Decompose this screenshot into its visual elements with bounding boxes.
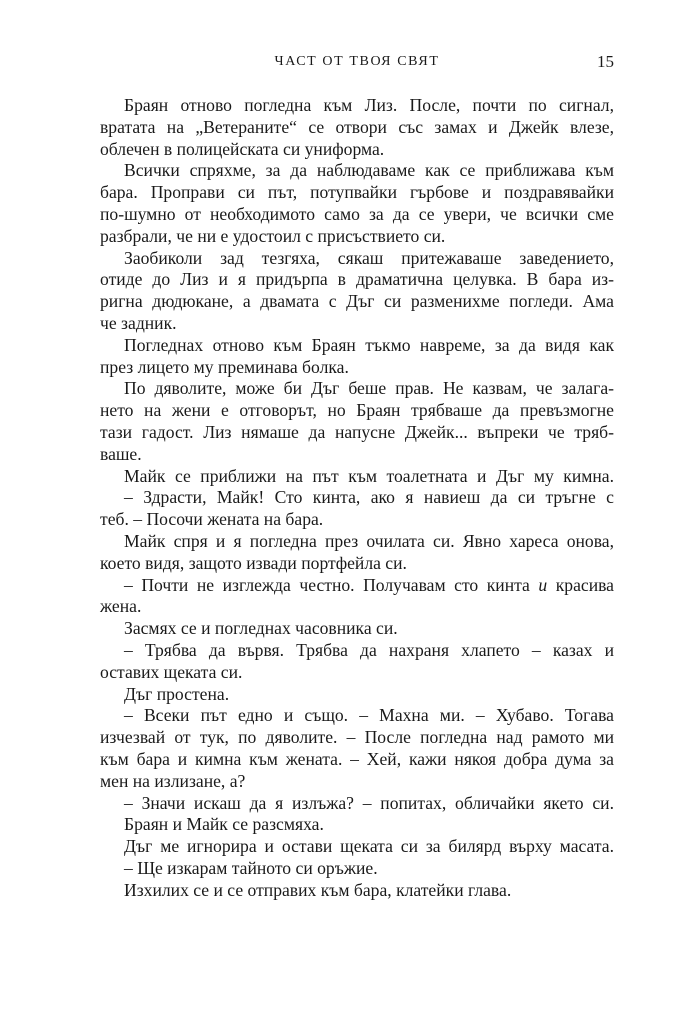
text-line: нето на жени е отговорът, но Браян трябваше да превъзмогне	[100, 400, 614, 421]
text-line: – Здрасти, Майк! Сто кинта, ако я навиеш да си тръгне с	[124, 487, 614, 508]
text-line: Погледнах отново към Браян тъкмо навреме, за да видя как	[124, 334, 614, 355]
page-number: 15	[597, 52, 614, 71]
text-line: – Значи искаш да я излъжа? – попитах, обличайки якето си.	[124, 792, 614, 813]
text-line: облечен в полицейската си униформа.	[100, 138, 385, 159]
text-line: оставих щеката си.	[100, 661, 243, 682]
text-line: – Всеки път едно и също. – Махна ми. – Хубаво. Тогава	[124, 705, 614, 726]
text-line: Браян отново погледна към Лиз. После, почти по сигнал,	[124, 95, 614, 115]
page-header	[100, 54, 614, 78]
italic-word: и	[538, 574, 548, 595]
text-line: мен на излизане, а?	[100, 770, 246, 791]
text-line: вратата на „Ветераните“ се отвори със замах и Джейк влезе,	[100, 116, 614, 137]
text-fragment: – Почти не изглежда честно. Получавам сто кинта	[124, 574, 530, 595]
text-line: изчезвай от тук, по дяволите. – После погледна над рамото ми	[100, 727, 614, 748]
text-line: – Трябва да вървя. Трябва да нахраня хлапето – казах и	[124, 639, 614, 660]
text-line: теб. – Посочи жената на бара.	[100, 509, 324, 530]
body-text	[100, 95, 614, 901]
text-line: че задник.	[100, 312, 177, 333]
text-line: през лицето му преминава болка.	[100, 356, 349, 377]
text-line: Майк се приближи на път към тоалетната и Дъг му кимна.	[124, 465, 614, 486]
text-line: отиде до Лиз и я придърпа в драматична целувка. В бара из-	[100, 269, 614, 290]
text-line	[100, 575, 614, 597]
running-title: ЧАСТ ОТ ТВОЯ СВЯТ	[274, 54, 440, 69]
text-line: – Ще изкарам тайното си оръжие.	[124, 857, 378, 878]
text-fragment: красива	[555, 574, 614, 595]
text-line: По дяволите, може би Дъг беше прав. Не казвам, че залага-	[124, 378, 614, 399]
text-line: Дъг простена.	[124, 683, 230, 704]
text-line: Засмях се и погледнах часовника си.	[124, 618, 398, 639]
text-line: ваше.	[100, 443, 142, 464]
text-line: Заобиколи зад тезгяха, сякаш притежаваше заведението,	[124, 247, 614, 268]
text-line: бара. Проправи си път, потупвайки гърбове и поздравявайки	[100, 182, 614, 203]
text-line: разбрали, че ни е удостоил с присъствието си.	[100, 225, 446, 246]
text-line: Майк спря и я погледна през очилата си. Явно хареса онова,	[124, 530, 614, 551]
text-line: жена.	[100, 596, 142, 617]
text-line: по-шумно от необходимото само за да се увери, че всички сме	[100, 203, 614, 224]
text-line: Изхилих се и се отправих към бара, клатейки глава.	[124, 879, 512, 900]
text-line: Дъг ме игнорира и остави щеката си за билярд върху масата.	[124, 836, 614, 857]
text-line: Всички спряхме, за да наблюдаваме как се приближава към	[124, 160, 614, 181]
text-line: тази гадост. Лиз нямаше да напусне Джейк... въпреки че тряб-	[100, 421, 614, 442]
text-line: към бара и кимна към жената. – Хей, кажи някоя добра дума за	[100, 748, 614, 769]
text-line: ригна дюдюкане, а двамата с Дъг си разменихме погледи. Ама	[100, 291, 614, 312]
text-line: Браян и Майк се разсмяха.	[124, 814, 324, 835]
text-line: което видя, защото извади портфейла си.	[100, 552, 407, 573]
